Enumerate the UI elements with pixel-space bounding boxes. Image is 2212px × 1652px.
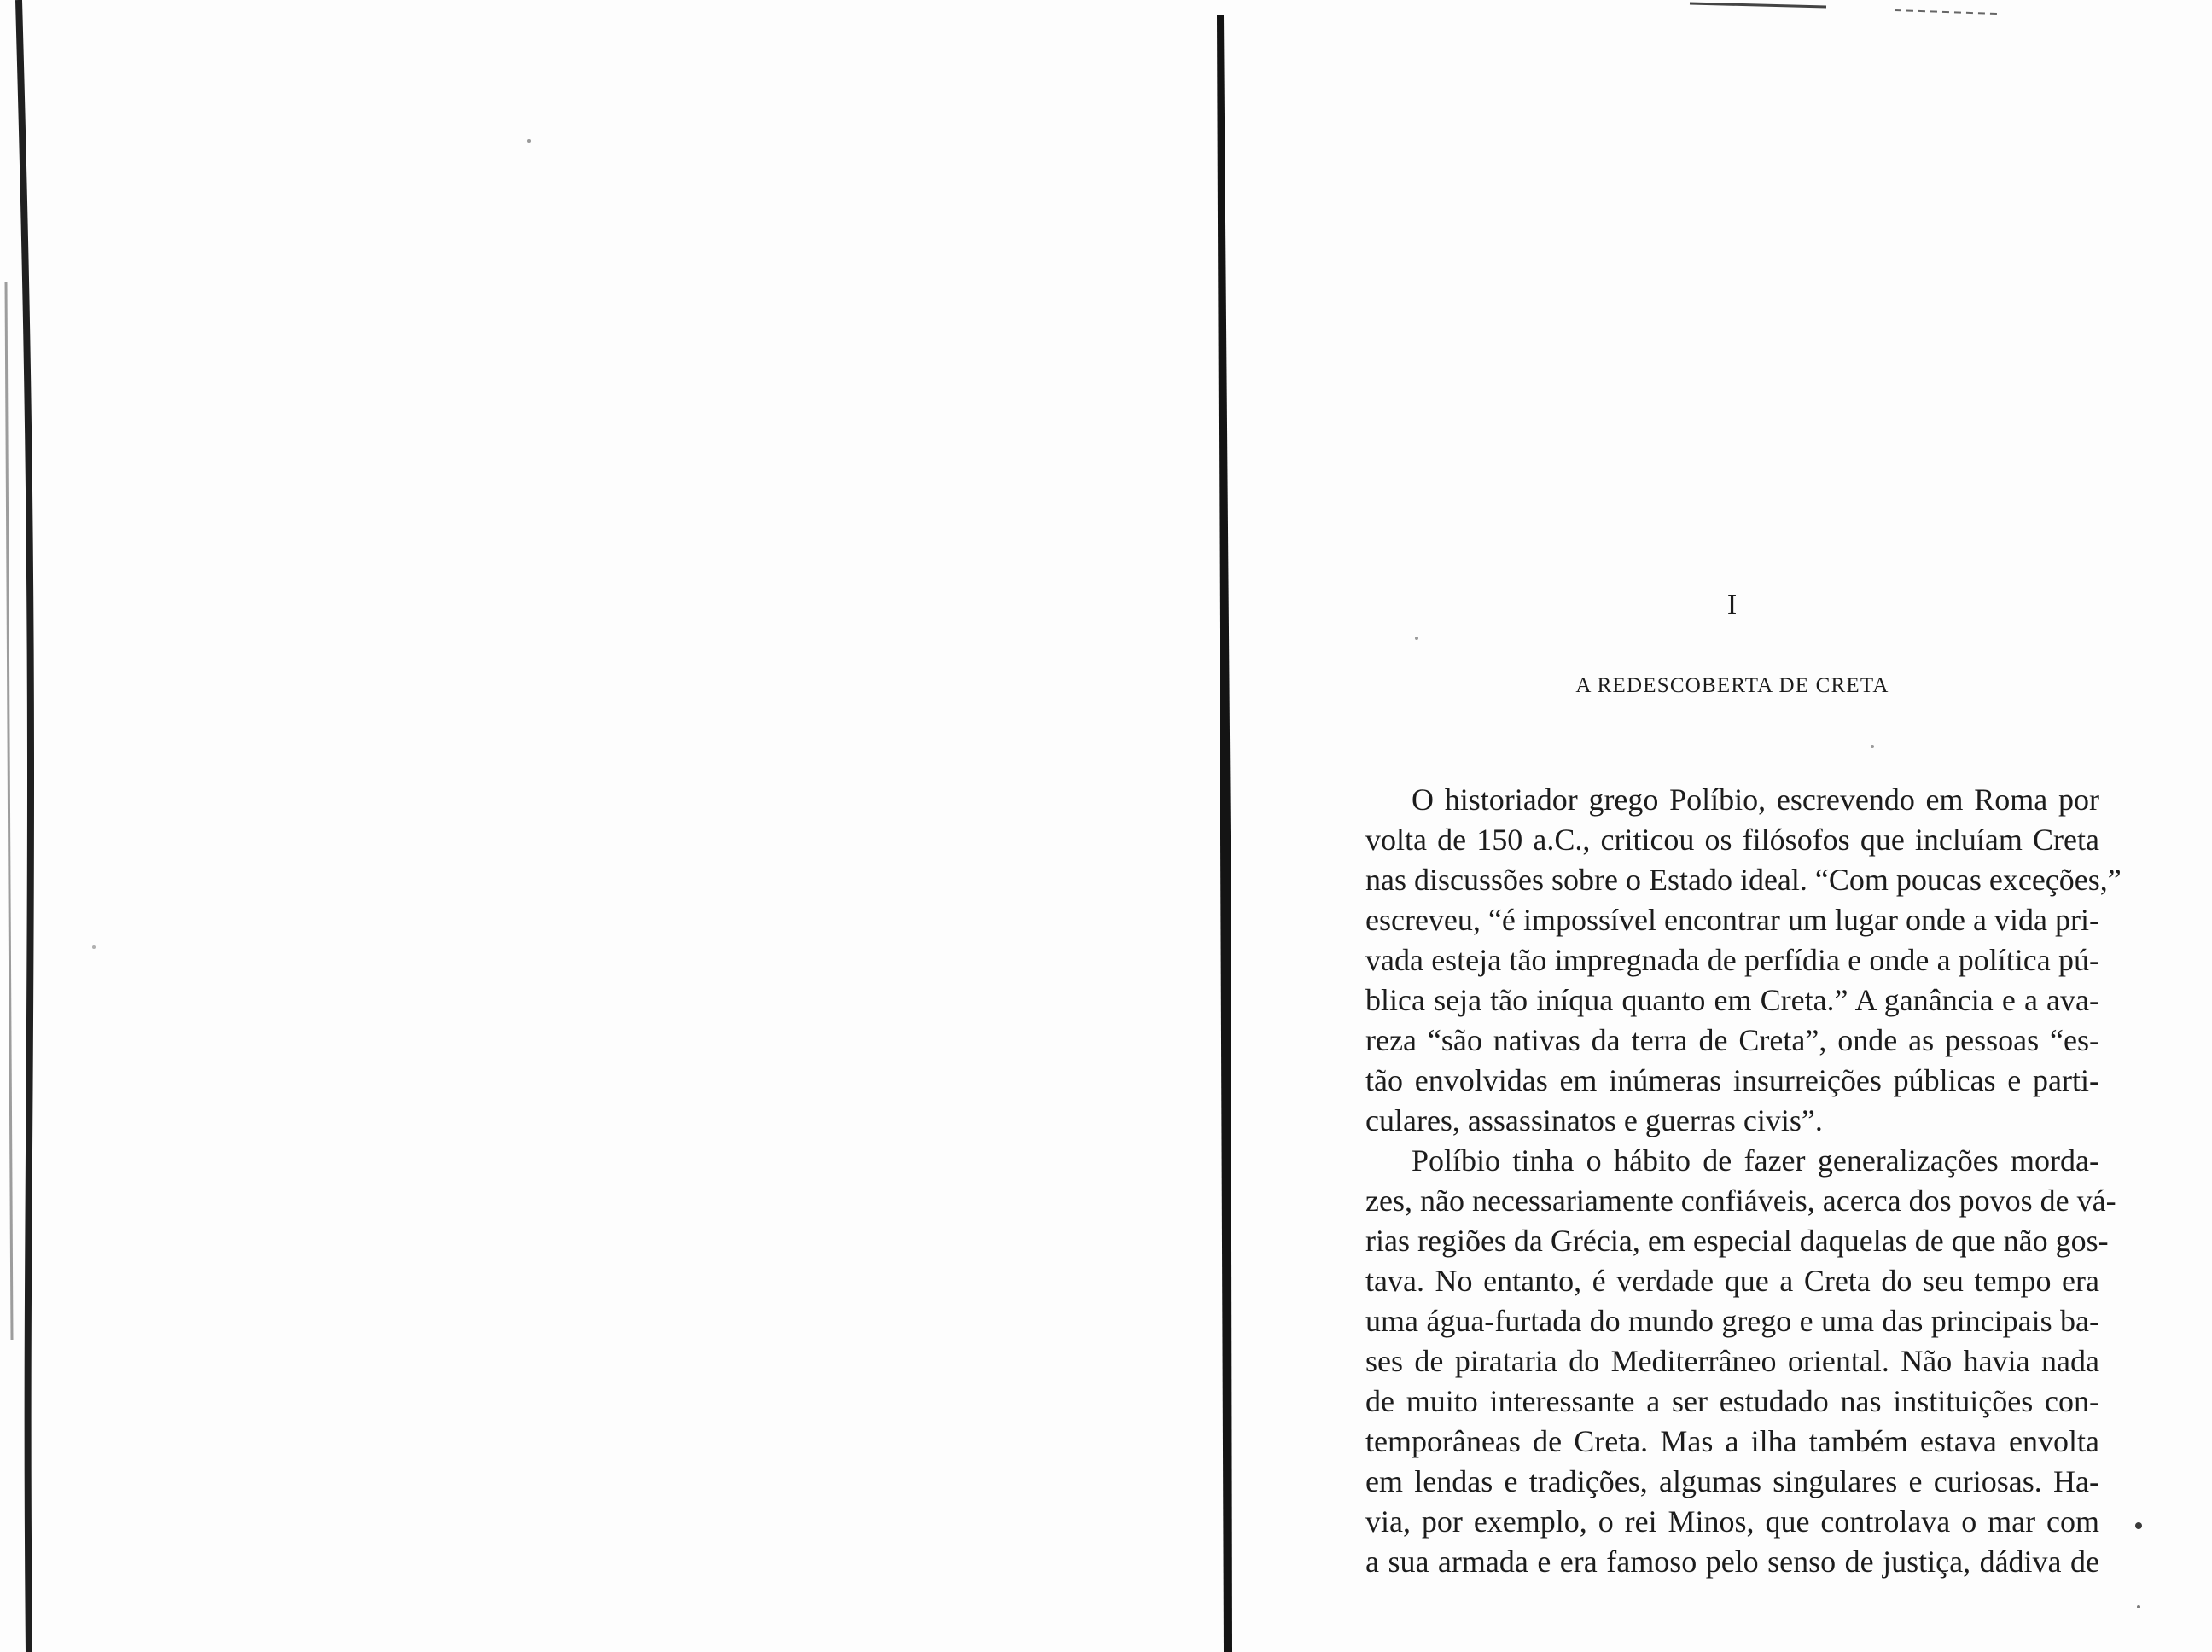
- chapter-title: A REDESCOBERTA DE CRETA: [1575, 674, 1889, 697]
- text-line: escreveu, “é impossível encontrar um lugar onde a vida pri-: [1365, 903, 2099, 937]
- body-text: [1365, 780, 2122, 1582]
- text-line: em lendas e tradições, algumas singulares e curiosas. Ha-: [1365, 1464, 2099, 1498]
- text-line: a sua armada e era famoso pelo senso de justiça, dádiva de: [1365, 1544, 2099, 1579]
- text-line: O historiador grego Políbio, escrevendo em Roma por: [1412, 782, 2099, 817]
- text-line: volta de 150 a.C., criticou os filósofos que incluíam Creta: [1365, 823, 2099, 857]
- text-line: Políbio tinha o hábito de fazer generalizações morda-: [1412, 1143, 2099, 1178]
- text-line: culares, assassinatos e guerras civis”.: [1365, 1103, 1823, 1137]
- scan-speck: [2137, 1605, 2140, 1608]
- text-line: zes, não necessariamente confiáveis, acerca dos povos de vá-: [1365, 1184, 2116, 1218]
- chapter-number: I: [1726, 589, 1738, 620]
- right-page: [1365, 589, 2122, 1596]
- text-line: reza “são nativas da terra de Creta”, onde as pessoas “es-: [1365, 1023, 2099, 1057]
- scan-speck: [92, 945, 96, 949]
- text-line: de muito interessante a ser estudado nas instituições con-: [1365, 1384, 2099, 1418]
- text-line: temporâneas de Creta. Mas a ilha também estava envolta: [1365, 1424, 2099, 1458]
- text-line: uma água-furtada do mundo grego e uma das principais ba-: [1365, 1304, 2099, 1338]
- text-line: tão envolvidas em inúmeras insurreições públicas e parti-: [1365, 1063, 2099, 1097]
- text-line: rias regiões da Grécia, em especial daquelas de que não gos-: [1365, 1224, 2109, 1258]
- text-line: blica seja tão iníqua quanto em Creta.” A ganância e a ava-: [1365, 983, 2099, 1017]
- text-line: via, por exemplo, o rei Minos, que controlava o mar com: [1365, 1504, 2099, 1539]
- text-line: ses de pirataria do Mediterrâneo oriental. Não havia nada: [1365, 1344, 2099, 1378]
- text-line: vada esteja tão impregnada de perfídia e onde a política pú-: [1365, 943, 2099, 977]
- scan-speck: [2135, 1522, 2142, 1529]
- text-line: nas discussões sobre o Estado ideal. “Com poucas exceções,”: [1365, 863, 2122, 897]
- scan-speck: [527, 139, 531, 143]
- text-line: tava. No entanto, é verdade que a Creta do seu tempo era: [1365, 1264, 2099, 1298]
